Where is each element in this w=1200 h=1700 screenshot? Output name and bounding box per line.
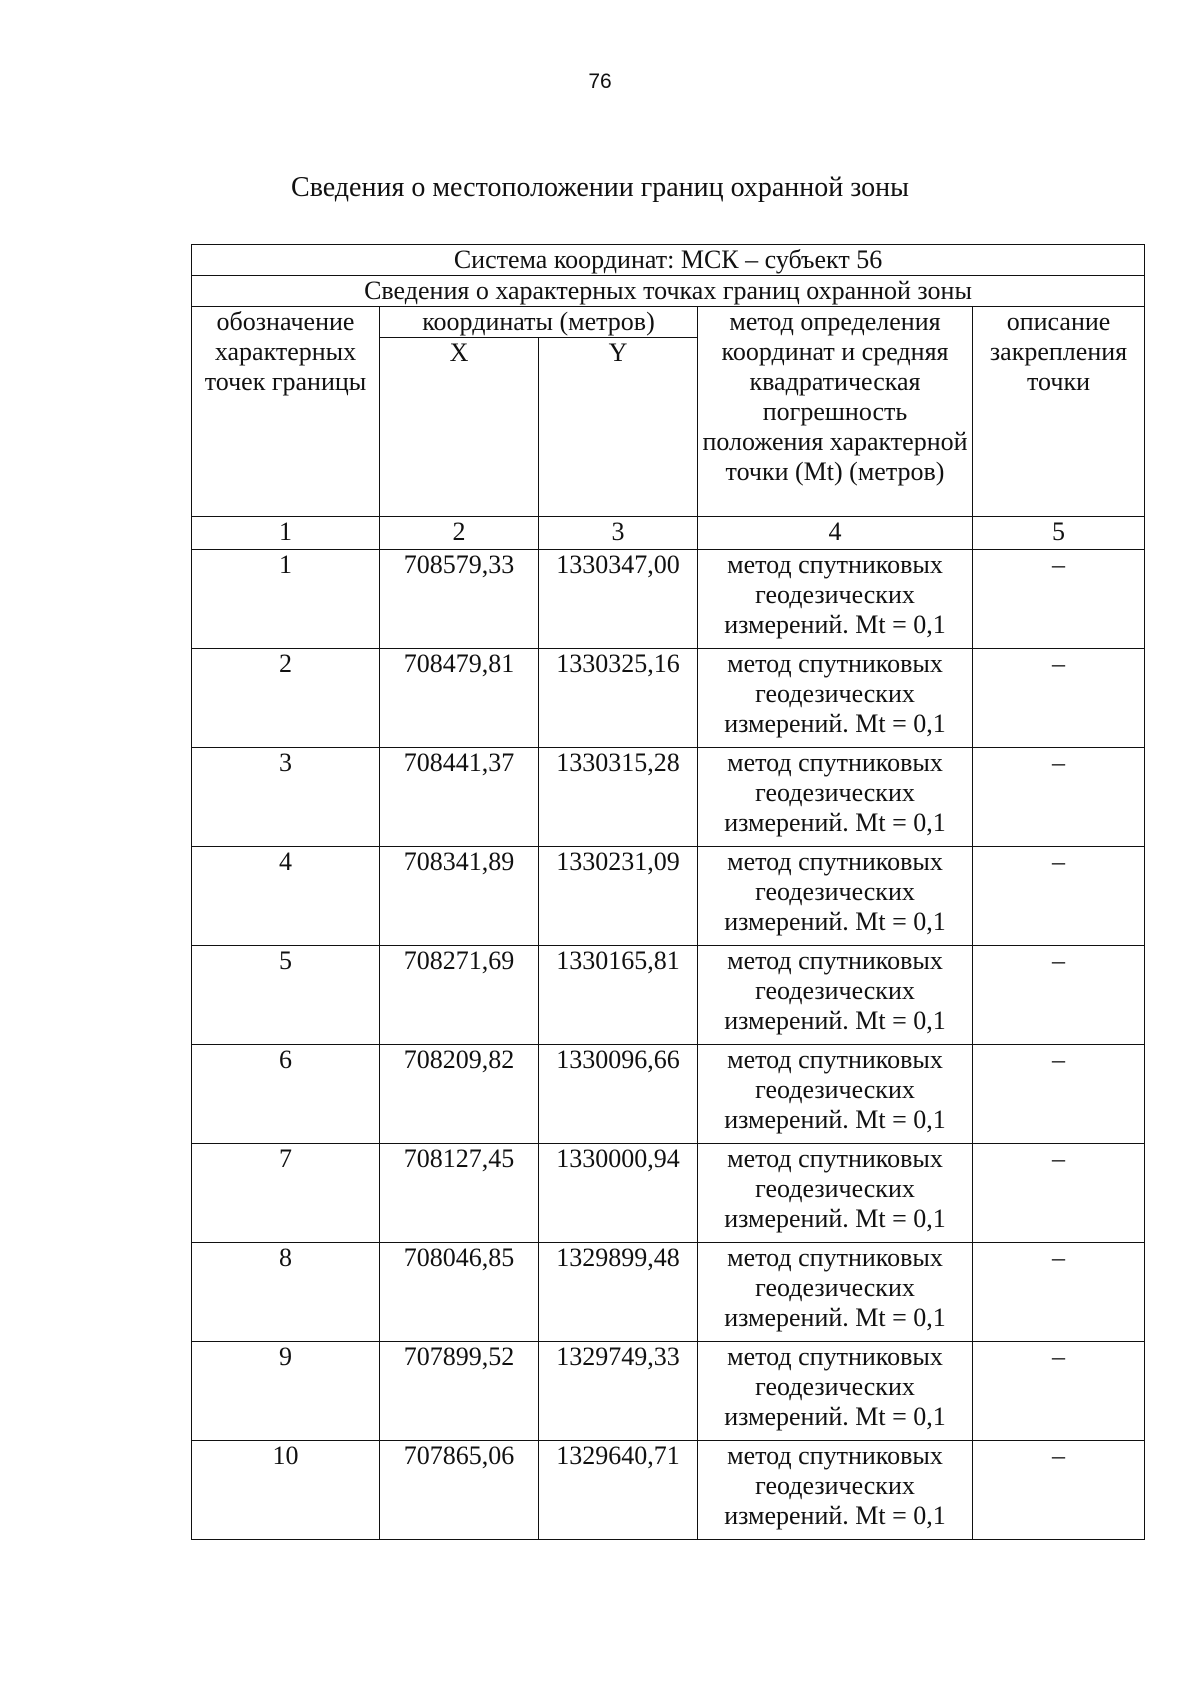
section-header: Сведения о характерных точках границ охранной зоны [192, 276, 1145, 307]
method-cell: метод спутниковых геодезических измерений. Mt = 0,1 [698, 748, 973, 847]
description-cell: – [973, 1243, 1145, 1342]
y-coordinate-cell: 1330325,16 [539, 649, 698, 748]
column-number-row [192, 517, 1145, 550]
y-coordinate-cell: 1330231,09 [539, 847, 698, 946]
method-cell: метод спутниковых геодезических измерений. Mt = 0,1 [698, 1243, 973, 1342]
y-coordinate-cell: 1329899,48 [539, 1243, 698, 1342]
method-cell: метод спутниковых геодезических измерений. Mt = 0,1 [698, 847, 973, 946]
page-number: 76 [588, 70, 612, 93]
table-row [192, 1342, 1145, 1441]
method-cell: метод спутниковых геодезических измерений. Mt = 0,1 [698, 649, 973, 748]
point-cell: 5 [192, 946, 380, 1045]
col-header-x: X [380, 338, 539, 517]
x-coordinate-cell: 708579,33 [380, 550, 539, 649]
point-cell: 3 [192, 748, 380, 847]
description-cell: – [973, 649, 1145, 748]
y-coordinate-cell: 1329640,71 [539, 1441, 698, 1540]
column-number: 1 [192, 517, 380, 550]
y-coordinate-cell: 1330165,81 [539, 946, 698, 1045]
point-cell: 2 [192, 649, 380, 748]
point-cell: 6 [192, 1045, 380, 1144]
point-cell: 10 [192, 1441, 380, 1540]
description-cell: – [973, 1045, 1145, 1144]
x-coordinate-cell: 707899,52 [380, 1342, 539, 1441]
column-number: 3 [539, 517, 698, 550]
y-coordinate-cell: 1330315,28 [539, 748, 698, 847]
boundary-points-table [191, 244, 1145, 1540]
x-coordinate-cell: 708046,85 [380, 1243, 539, 1342]
y-coordinate-cell: 1330347,00 [539, 550, 698, 649]
x-coordinate-cell: 708127,45 [380, 1144, 539, 1243]
method-cell: метод спутниковых геодезических измерений. Mt = 0,1 [698, 1045, 973, 1144]
point-cell: 4 [192, 847, 380, 946]
x-coordinate-cell: 708271,69 [380, 946, 539, 1045]
col-header-description: описание закрепления точки [973, 307, 1145, 517]
table-row [192, 946, 1145, 1045]
column-number: 4 [698, 517, 973, 550]
table-row [192, 1441, 1145, 1540]
y-coordinate-cell: 1330000,94 [539, 1144, 698, 1243]
table-row [192, 649, 1145, 748]
table-row [192, 1243, 1145, 1342]
method-cell: метод спутниковых геодезических измерений. Mt = 0,1 [698, 1441, 973, 1540]
column-number: 5 [973, 517, 1145, 550]
x-coordinate-cell: 708341,89 [380, 847, 539, 946]
method-cell: метод спутниковых геодезических измерений. Mt = 0,1 [698, 946, 973, 1045]
method-cell: метод спутниковых геодезических измерений. Mt = 0,1 [698, 1144, 973, 1243]
description-cell: – [973, 748, 1145, 847]
description-cell: – [973, 1441, 1145, 1540]
y-coordinate-cell: 1329749,33 [539, 1342, 698, 1441]
description-cell: – [973, 1144, 1145, 1243]
x-coordinate-cell: 708441,37 [380, 748, 539, 847]
col-header-coords: координаты (метров) [380, 307, 698, 338]
description-cell: – [973, 946, 1145, 1045]
method-cell: метод спутниковых геодезических измерений. Mt = 0,1 [698, 550, 973, 649]
description-cell: – [973, 847, 1145, 946]
table-row [192, 1144, 1145, 1243]
col-header-method: метод определения координат и средняя квадратическая погрешность положения характерной точки (Mt) (метров) [698, 307, 973, 517]
x-coordinate-cell: 707865,06 [380, 1441, 539, 1540]
point-cell: 8 [192, 1243, 380, 1342]
x-coordinate-cell: 708209,82 [380, 1045, 539, 1144]
description-cell: – [973, 550, 1145, 649]
document-title: Сведения о местоположении границ охранной зоны [291, 172, 909, 203]
point-cell: 7 [192, 1144, 380, 1243]
table-row [192, 748, 1145, 847]
point-cell: 9 [192, 1342, 380, 1441]
coord-system-header: Система координат: МСК – субъект 56 [192, 245, 1145, 276]
col-header-y: Y [539, 338, 698, 517]
col-header-point: обозначение характерных точек границы [192, 307, 380, 517]
method-cell: метод спутниковых геодезических измерений. Mt = 0,1 [698, 1342, 973, 1441]
description-cell: – [973, 1342, 1145, 1441]
table-row [192, 847, 1145, 946]
table-row [192, 1045, 1145, 1144]
y-coordinate-cell: 1330096,66 [539, 1045, 698, 1144]
point-cell: 1 [192, 550, 380, 649]
table-row [192, 550, 1145, 649]
column-number: 2 [380, 517, 539, 550]
x-coordinate-cell: 708479,81 [380, 649, 539, 748]
